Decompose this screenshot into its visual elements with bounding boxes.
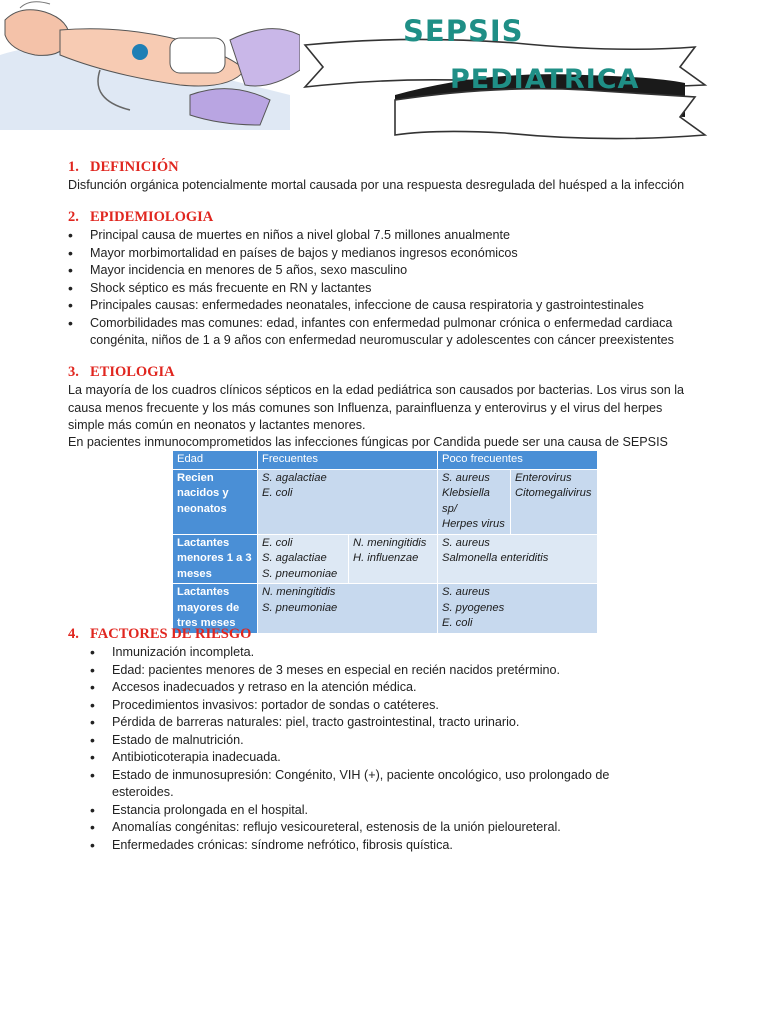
table-cell: S. aureus Klebsiella sp/ Herpes virus	[438, 469, 511, 534]
table-header-row	[173, 451, 598, 470]
list-item: • Enfermedades crónicas: síndrome nefrótico, fibrosis quística.	[90, 837, 610, 855]
list-item: • Estado de inmunosupresión: Congénito, VIH (+), paciente oncológico, uso prolongado de esteroides.	[90, 767, 610, 802]
list-item: • Accesos inadecuados y retraso en la atención médica.	[90, 679, 610, 697]
list-item: • Inmunización incompleta.	[90, 644, 610, 662]
list-item: • Pérdida de barreras naturales: piel, tracto gastrointestinal, tracto urinario.	[90, 714, 610, 732]
table-cell: S. aureus Salmonella enteriditis	[438, 534, 598, 584]
list-item: • Procedimientos invasivos: portador de sondas o catéteres.	[90, 697, 610, 715]
title-pediatrica: PEDIATRICA	[450, 64, 640, 95]
epidemiologia-list	[68, 227, 688, 350]
etiology-table	[172, 450, 598, 634]
list-item: • Estancia prolongada en el hospital.	[90, 802, 610, 820]
list-item: • Mayor morbimortalidad en países de bajos y medianos ingresos económicos	[68, 245, 688, 263]
table-row	[173, 534, 598, 584]
table-cell-age: Lactantes mayores de tres meses	[173, 584, 258, 634]
etiologia-paragraph-2: En pacientes inmunocomprometidos las infecciones fúngicas por Candida puede ser una causa de SEPSIS	[68, 435, 668, 449]
newborn-illustration	[0, 0, 300, 130]
list-item: • Principal causa de muertes en niños a nivel global 7.5 millones anualmente	[68, 227, 688, 245]
section-heading-definicion: 1. DEFINICIÓN	[68, 159, 179, 175]
section-heading-epidemiologia: 2. EPIDEMIOLOGIA	[68, 209, 214, 225]
table-cell: E. coli S. agalactiae S. pneumoniae	[258, 534, 349, 584]
list-item: • Shock séptico es más frecuente en RN y lactantes	[68, 280, 688, 298]
section-heading-etiologia: 3. ETIOLOGIA	[68, 364, 175, 380]
list-item: • Anomalías congénitas: reflujo vesicoureteral, estenosis de la unión pieloureteral.	[90, 819, 610, 837]
table-cell-age: Recien nacidos y neonatos	[173, 469, 258, 534]
title-sepsis: SEPSIS	[403, 14, 524, 48]
table-cell: N. meningitidis S. pneumoniae	[258, 584, 438, 634]
table-cell: N. meningitidis H. influenzae	[349, 534, 438, 584]
section-heading-factores: 4. FACTORES DE RIESGO	[68, 626, 252, 642]
definicion-text: Disfunción orgánica potencialmente mortal causada por una respuesta desregulada del huésped a la infección	[68, 178, 685, 192]
table-row	[173, 469, 598, 534]
factores-list	[90, 644, 610, 854]
list-item: • Edad: pacientes menores de 3 meses en especial en recién nacidos pretérmino.	[90, 662, 610, 680]
list-item: • Antibioticoterapia inadecuada.	[90, 749, 610, 767]
table-header-edad: Edad	[173, 451, 258, 470]
table-header-frecuentes: Frecuentes	[258, 451, 438, 470]
list-item: • Comorbilidades mas comunes: edad, infantes con enfermedad pulmonar crónica o enfermedad cardiaca congénita, niños de 1 a 9 años con enfermedad neuromuscular y adolescentes con cáncer preexistentes	[68, 315, 688, 350]
table-cell: S. aureus S. pyogenes E. coli	[438, 584, 598, 634]
table-header-poco-frecuentes: Poco frecuentes	[438, 451, 598, 470]
list-item: • Principales causas: enfermedades neonatales, infeccione de causa respiratoria y gastrointestinales	[68, 297, 688, 315]
table-cell: S. agalactiae E. coli	[258, 469, 438, 534]
list-item: • Estado de malnutrición.	[90, 732, 610, 750]
table-cell: Enterovirus Citomegalivirus	[511, 469, 598, 534]
table-cell-age: Lactantes menores 1 a 3 meses	[173, 534, 258, 584]
list-item: • Mayor incidencia en menores de 5 años, sexo masculino	[68, 262, 688, 280]
etiologia-paragraph-1: La mayoría de los cuadros clínicos sépticos en la edad pediátrica son causados por bacterias. Los virus son la causa menos frecuente y los más comunes son Influenza, parainfluenza y enterovirus y el virus del herpes simple más común en neonatos y lactantes menores.	[68, 383, 685, 432]
